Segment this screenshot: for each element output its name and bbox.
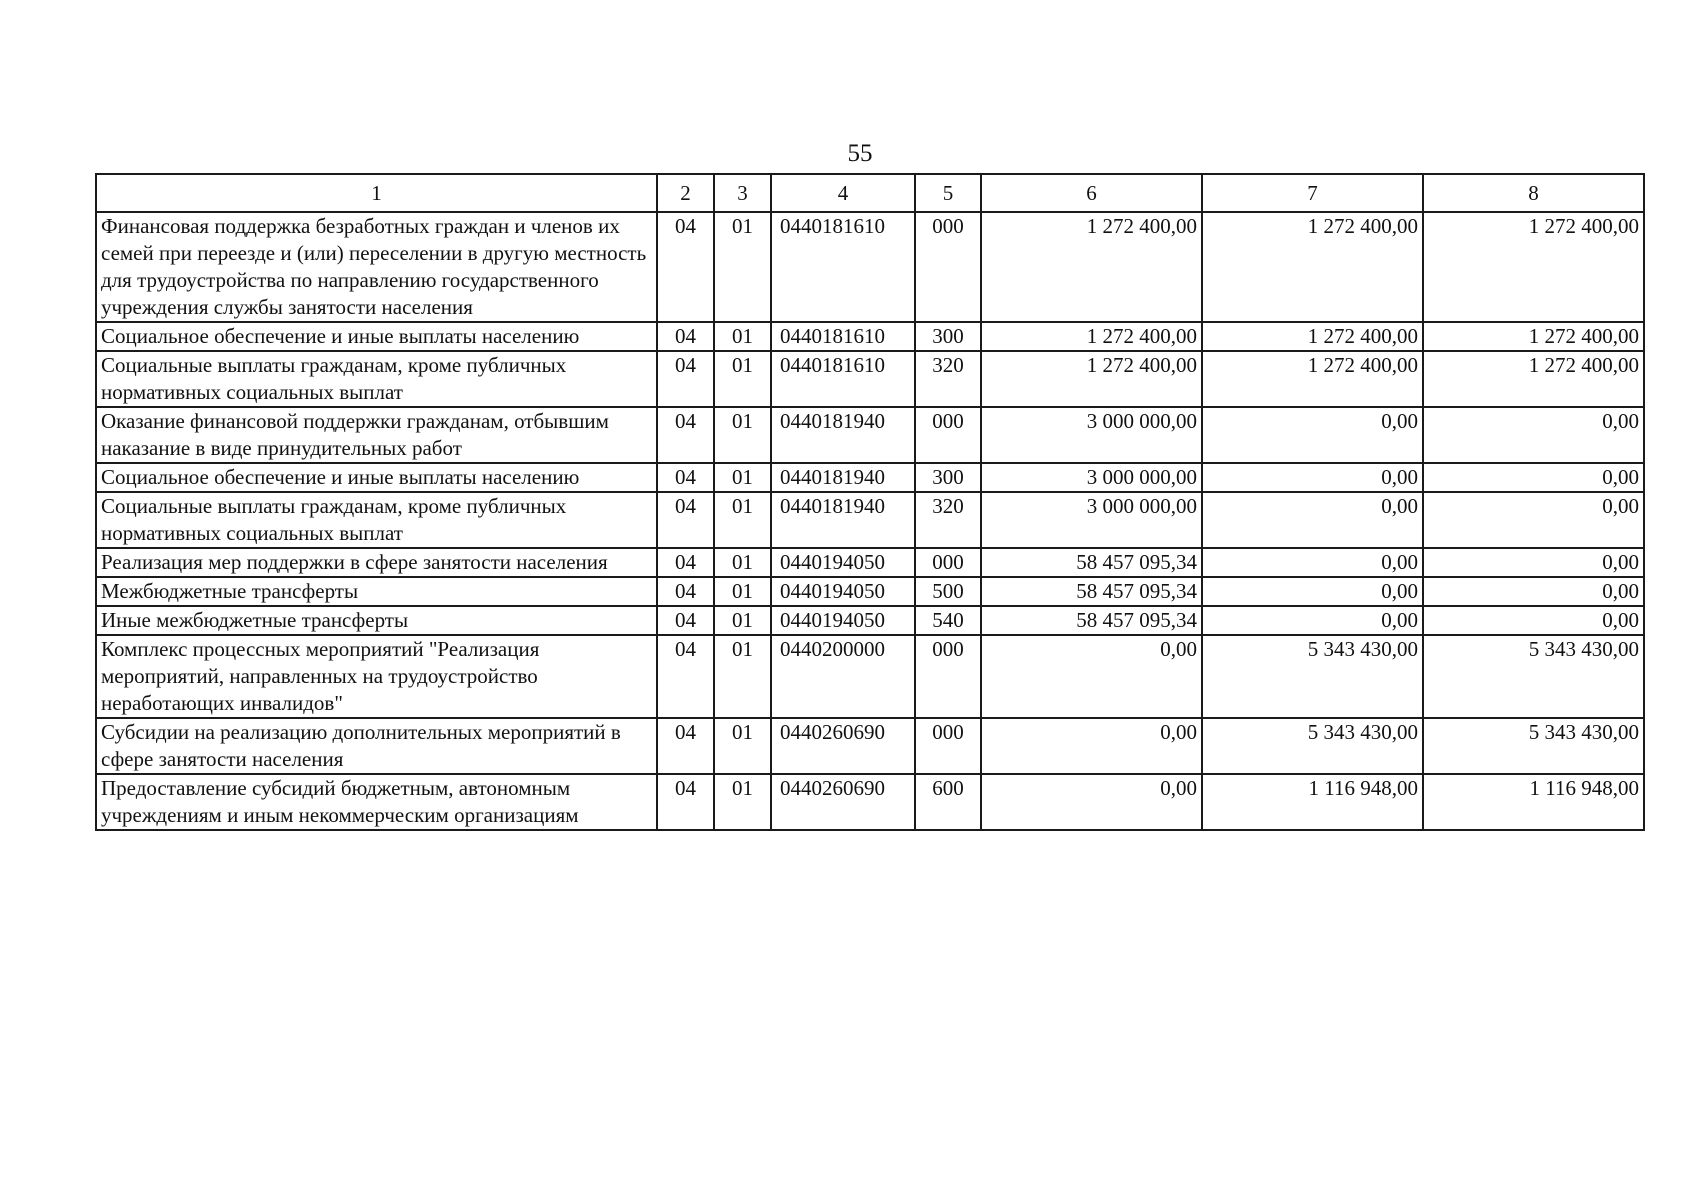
cell-expense-type: 000 xyxy=(915,407,981,463)
cell-section: 04 xyxy=(657,322,714,351)
cell-amount-6: 58 457 095,34 xyxy=(981,606,1202,635)
cell-subsection: 01 xyxy=(714,463,771,492)
column-header-6: 6 xyxy=(981,174,1202,212)
cell-amount-8: 1 272 400,00 xyxy=(1423,351,1644,407)
cell-amount-8: 0,00 xyxy=(1423,492,1644,548)
cell-name: Социальные выплаты гражданам, кроме публичных нормативных социальных выплат xyxy=(96,351,657,407)
table-row xyxy=(96,718,1644,774)
cell-amount-6: 0,00 xyxy=(981,774,1202,830)
cell-expense-type: 300 xyxy=(915,463,981,492)
column-header-3: 3 xyxy=(714,174,771,212)
table-row xyxy=(96,548,1644,577)
cell-expense-type: 320 xyxy=(915,492,981,548)
cell-amount-7: 0,00 xyxy=(1202,548,1423,577)
cell-section: 04 xyxy=(657,577,714,606)
table-row xyxy=(96,774,1644,830)
cell-amount-6: 1 272 400,00 xyxy=(981,351,1202,407)
cell-name: Иные межбюджетные трансферты xyxy=(96,606,657,635)
cell-name: Социальные выплаты гражданам, кроме публичных нормативных социальных выплат xyxy=(96,492,657,548)
cell-section: 04 xyxy=(657,463,714,492)
cell-amount-6: 3 000 000,00 xyxy=(981,407,1202,463)
cell-expense-type: 000 xyxy=(915,635,981,718)
cell-amount-6: 0,00 xyxy=(981,718,1202,774)
cell-subsection: 01 xyxy=(714,351,771,407)
cell-expense-type: 500 xyxy=(915,577,981,606)
cell-name: Социальное обеспечение и иные выплаты населению xyxy=(96,463,657,492)
cell-amount-6: 58 457 095,34 xyxy=(981,548,1202,577)
budget-table xyxy=(95,173,1645,831)
cell-section: 04 xyxy=(657,606,714,635)
cell-target-code: 0440194050 xyxy=(771,577,915,606)
cell-amount-8: 1 272 400,00 xyxy=(1423,322,1644,351)
table-row xyxy=(96,606,1644,635)
header-row xyxy=(96,174,1644,212)
table-row xyxy=(96,577,1644,606)
cell-amount-7: 0,00 xyxy=(1202,577,1423,606)
cell-name: Предоставление субсидий бюджетным, автономным учреждениям и иным некоммерческим организациям xyxy=(96,774,657,830)
cell-amount-8: 0,00 xyxy=(1423,606,1644,635)
table-row xyxy=(96,212,1644,322)
cell-amount-6: 3 000 000,00 xyxy=(981,492,1202,548)
cell-expense-type: 000 xyxy=(915,718,981,774)
cell-amount-7: 0,00 xyxy=(1202,407,1423,463)
cell-amount-8: 0,00 xyxy=(1423,548,1644,577)
cell-expense-type: 300 xyxy=(915,322,981,351)
table-row xyxy=(96,351,1644,407)
cell-amount-8: 0,00 xyxy=(1423,463,1644,492)
table-row xyxy=(96,492,1644,548)
column-header-1: 1 xyxy=(96,174,657,212)
cell-name: Оказание финансовой поддержки гражданам, отбывшим наказание в виде принудительных работ xyxy=(96,407,657,463)
cell-subsection: 01 xyxy=(714,606,771,635)
cell-amount-7: 1 116 948,00 xyxy=(1202,774,1423,830)
cell-amount-7: 1 272 400,00 xyxy=(1202,212,1423,322)
cell-amount-7: 5 343 430,00 xyxy=(1202,718,1423,774)
cell-subsection: 01 xyxy=(714,407,771,463)
column-header-5: 5 xyxy=(915,174,981,212)
cell-target-code: 0440181610 xyxy=(771,322,915,351)
cell-target-code: 0440181940 xyxy=(771,463,915,492)
cell-amount-7: 0,00 xyxy=(1202,463,1423,492)
cell-amount-6: 1 272 400,00 xyxy=(981,212,1202,322)
cell-subsection: 01 xyxy=(714,635,771,718)
cell-section: 04 xyxy=(657,774,714,830)
cell-target-code: 0440260690 xyxy=(771,774,915,830)
cell-section: 04 xyxy=(657,407,714,463)
table-body xyxy=(96,212,1644,830)
cell-amount-8: 5 343 430,00 xyxy=(1423,635,1644,718)
cell-amount-6: 0,00 xyxy=(981,635,1202,718)
cell-expense-type: 600 xyxy=(915,774,981,830)
column-header-8: 8 xyxy=(1423,174,1644,212)
cell-subsection: 01 xyxy=(714,548,771,577)
cell-expense-type: 000 xyxy=(915,548,981,577)
cell-amount-7: 1 272 400,00 xyxy=(1202,351,1423,407)
cell-target-code: 0440181610 xyxy=(771,212,915,322)
cell-target-code: 0440194050 xyxy=(771,606,915,635)
cell-expense-type: 320 xyxy=(915,351,981,407)
cell-section: 04 xyxy=(657,548,714,577)
cell-target-code: 0440181940 xyxy=(771,407,915,463)
cell-amount-6: 1 272 400,00 xyxy=(981,322,1202,351)
cell-amount-8: 1 272 400,00 xyxy=(1423,212,1644,322)
cell-expense-type: 000 xyxy=(915,212,981,322)
cell-section: 04 xyxy=(657,492,714,548)
cell-amount-8: 0,00 xyxy=(1423,407,1644,463)
cell-amount-7: 0,00 xyxy=(1202,492,1423,548)
cell-amount-8: 5 343 430,00 xyxy=(1423,718,1644,774)
cell-target-code: 0440181940 xyxy=(771,492,915,548)
cell-amount-6: 3 000 000,00 xyxy=(981,463,1202,492)
cell-section: 04 xyxy=(657,351,714,407)
table-row xyxy=(96,635,1644,718)
cell-subsection: 01 xyxy=(714,577,771,606)
cell-name: Межбюджетные трансферты xyxy=(96,577,657,606)
cell-amount-8: 0,00 xyxy=(1423,577,1644,606)
cell-name: Реализация мер поддержки в сфере занятости населения xyxy=(96,548,657,577)
cell-amount-6: 58 457 095,34 xyxy=(981,577,1202,606)
cell-amount-7: 1 272 400,00 xyxy=(1202,322,1423,351)
cell-name: Комплекс процессных мероприятий "Реализация мероприятий, направленных на трудоустройство неработающих инвалидов" xyxy=(96,635,657,718)
column-header-2: 2 xyxy=(657,174,714,212)
cell-amount-8: 1 116 948,00 xyxy=(1423,774,1644,830)
cell-name: Финансовая поддержка безработных граждан и членов их семей при переезде и (или) переселении в другую местность для трудоустройства по направлению государственного учреждения службы занятости населения xyxy=(96,212,657,322)
cell-expense-type: 540 xyxy=(915,606,981,635)
cell-subsection: 01 xyxy=(714,212,771,322)
cell-target-code: 0440200000 xyxy=(771,635,915,718)
cell-amount-7: 5 343 430,00 xyxy=(1202,635,1423,718)
table-row xyxy=(96,322,1644,351)
cell-section: 04 xyxy=(657,635,714,718)
cell-subsection: 01 xyxy=(714,492,771,548)
cell-name: Социальное обеспечение и иные выплаты населению xyxy=(96,322,657,351)
cell-subsection: 01 xyxy=(714,322,771,351)
cell-target-code: 0440181610 xyxy=(771,351,915,407)
cell-amount-7: 0,00 xyxy=(1202,606,1423,635)
page-number: 55 xyxy=(847,140,873,167)
cell-name: Субсидии на реализацию дополнительных мероприятий в сфере занятости населения xyxy=(96,718,657,774)
column-header-7: 7 xyxy=(1202,174,1423,212)
table-row xyxy=(96,463,1644,492)
cell-section: 04 xyxy=(657,718,714,774)
column-header-4: 4 xyxy=(771,174,915,212)
cell-target-code: 0440194050 xyxy=(771,548,915,577)
cell-section: 04 xyxy=(657,212,714,322)
table-row xyxy=(96,407,1644,463)
cell-subsection: 01 xyxy=(714,774,771,830)
cell-target-code: 0440260690 xyxy=(771,718,915,774)
cell-subsection: 01 xyxy=(714,718,771,774)
